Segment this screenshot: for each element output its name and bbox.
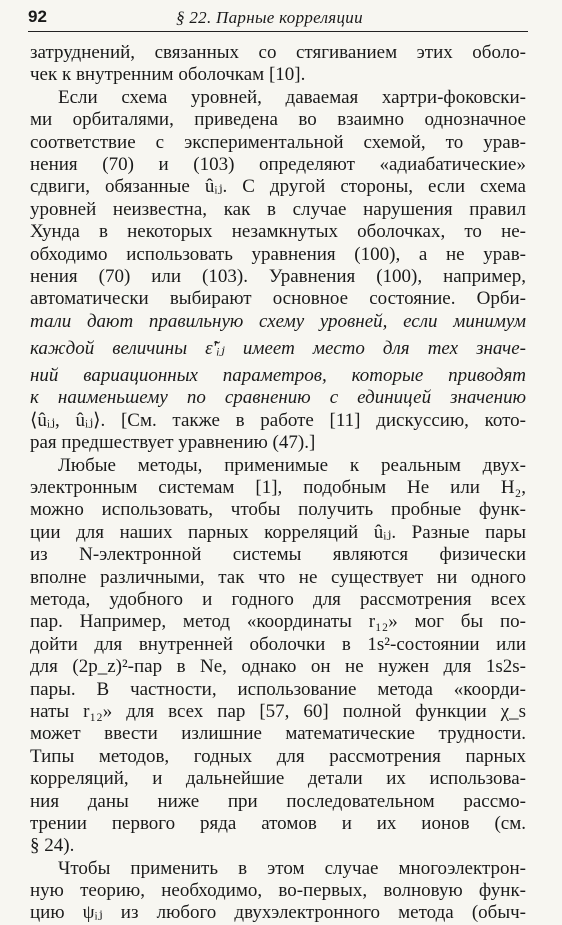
text-line: для (2p_z)²-пар в Ne, однако он не нужен для 1s2s- (30, 656, 526, 678)
text-line: ний вариационных параметров, которые приводят (30, 365, 526, 387)
text-line: ми орбиталями, приведена во взаимно однозначное (30, 109, 526, 131)
text-line: к наименьшему по сравнению с единицей значению (30, 387, 526, 409)
text-line: пар. Например, метод «координаты r₁₂» мог бы по- (30, 611, 526, 633)
text-line: можно использовать, чтобы получить пробные функ- (30, 499, 526, 521)
text-line: Типы методов, годных для рассмотрения парных (30, 745, 526, 767)
text-line: нения (70) или (103). Уравнения (100), например, (30, 265, 526, 287)
text-line: сдвиги, обязанные ûᵢⱼ. С другой стороны, если схема (30, 176, 526, 198)
body-text (30, 42, 526, 925)
text-line: каждой величины ε̃′ᵢⱼ имеет место для тех значе- (30, 338, 526, 360)
text-line: обходимо использовать уравнения (100), а не урав- (30, 243, 526, 265)
text-line: Хунда в некоторых незамкнутых оболочках, то не- (30, 221, 526, 243)
text-line: ния даны ниже при последовательном рассмо- (30, 790, 526, 812)
text-line: Чтобы применить в этом случае многоэлектрон- (58, 857, 526, 879)
text-line: пары. В частности, использование метода «коорди- (30, 678, 526, 700)
text-line: электронным системам [1], подобным He или H₂, (30, 477, 526, 499)
text-line: вполне различными, так что не существует ни одного (30, 566, 526, 588)
text-line: тали дают правильную схему уровней, если минимум (30, 310, 526, 332)
text-line: трении первого ряда атомов и их ионов (см. (30, 812, 526, 834)
text-line: дойти для внутренней оболочки в 1s²-состоянии или (30, 633, 526, 655)
text-line: уровней неизвестна, как в случае нарушения правил (30, 198, 526, 220)
text-line: корреляций, и дальнейшие детали их использова- (30, 768, 526, 790)
text-line: из N-электронной системы являются физически (30, 544, 526, 566)
page-header (28, 3, 528, 32)
text-line: цию ψᵢⱼ из любого двухэлектронного метода (обыч- (30, 902, 526, 924)
text-line: нения (70) и (103) определяют «адиабатические» (30, 153, 526, 175)
text-line: метода, удобного и годного для рассмотрения всех (30, 588, 526, 610)
text-line: соответствие с экспериментальной схемой, то урав- (30, 131, 526, 153)
text-line: чек к внутренним оболочкам [10]. (30, 64, 306, 86)
page-number: 92 (28, 7, 47, 26)
text-line: наты r₁₂» для всех пар [57, 60] полной функции χ_s (30, 700, 526, 722)
text-line: § 24). (30, 835, 75, 857)
text-line: может ввести излишние математические трудности. (30, 723, 526, 745)
text-line: рая предшествует уравнению (47).] (30, 432, 316, 454)
text-line: ции для наших парных корреляций ûᵢⱼ. Разные пары (30, 521, 526, 543)
text-line: ⟨ûᵢⱼ, ûᵢⱼ⟩. [См. также в работе [11] дискуссию, кото- (30, 409, 526, 431)
text-line: затруднений, связанных со стягиванием этих оболо- (30, 42, 526, 63)
text-line: Если схема уровней, даваемая хартри-фоковски- (58, 86, 526, 108)
text-line: Любые методы, применимые к реальным двух- (58, 454, 526, 476)
text-line: автоматически выбирают основное состояние. Орби- (30, 288, 526, 310)
running-title: § 22. Парные корреляции (176, 8, 363, 27)
text-line: ную теорию, необходимо, во-первых, волновую функ- (30, 880, 526, 902)
